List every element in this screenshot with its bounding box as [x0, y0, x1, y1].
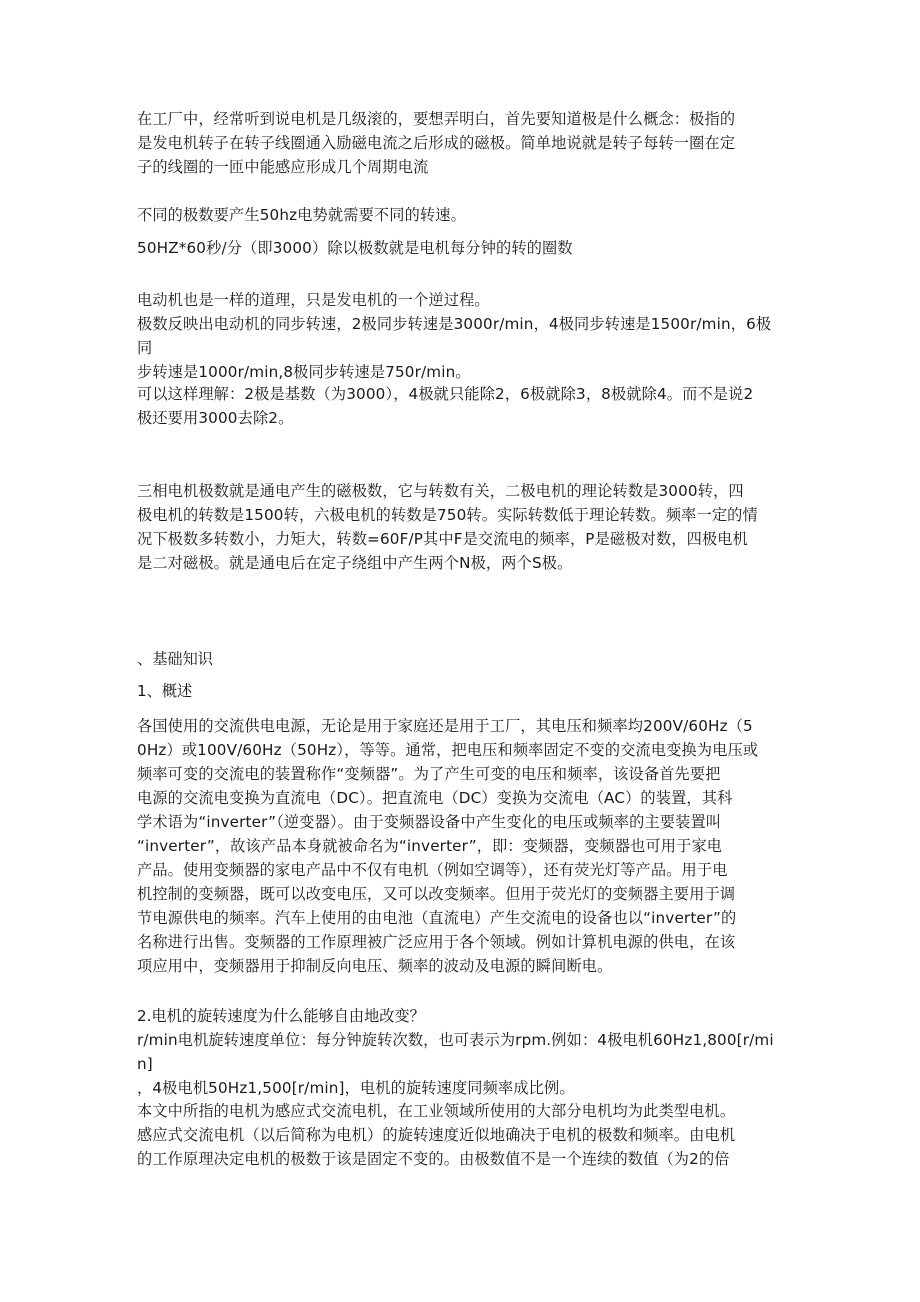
paragraph-pole-speed: 不同的极数要产生50hz电势就需要不同的转速。 [137, 206, 466, 224]
paragraph-induction-motor: 本文中所指的电机为感应式交流电机，在工业领域所使用的大部分电机均为此类型电机。 感应式交流电机（以后简称为电机）的旋转速度近似地确决于电机的极数和频率。由电机 的工作原理决定电机的极数于该是固定不变的。由极数值不是一个连续的数值（为2的倍 [137, 1102, 736, 1168]
paragraph-motor-sync-speed: 电动机也是一样的道理，只是发电机的一个逆过程。 极数反映出电动机的同步转速，2极同步转速是3000r/min，4极同步转速是1500r/min，6极同 步转速是1000r/min,8极同步转速是750r/min。 [137, 291, 772, 381]
paragraph-understanding: 可以这样理解：2极是基数（为3000），4极就只能除2，6极就除3，8极就除4。而不是说2 极还要用3000去除2。 [137, 385, 754, 427]
section-heading-rotation-speed: 2.电机的旋转速度为什么能够自由地改变？ [137, 1007, 425, 1025]
paragraph-rpm-units: r/min电机旋转速度单位：每分钟旋转次数，也可表示为rpm.例如：4极电机60Hz1,800[r/min] ，4极电机50Hz1,500[r/min]，电机的旋转速度同频率成比例。 [137, 1031, 774, 1097]
paragraph-pole-concept: 在工厂中，经常听到说电机是几级滚的，要想弄明白，首先要知道极是什么概念：极指的 是发电机转子在转子线圈通入励磁电流之后形成的磁极。简单地说就是转子每转一圈在定 子的线圈的一匝中能感应形成几个周期电流 [137, 110, 736, 176]
section-heading-overview: 1、概述 [137, 682, 193, 700]
section-heading-basics: 、基础知识 [137, 650, 213, 668]
paragraph-inverter-overview: 各国使用的交流供电电源，无论是用于家庭还是用于工厂，其电压和频率均200V/60Hz（5 0Hz）或100V/60Hz（50Hz），等等。通常，把电压和频率固定不变的交流电变换为电压或 频率可变的交流电的装置称作“变频器”。为了产生可变的电压和频率，该设备首先要把 电源的交流电变换为直流电（DC）。把直流电（DC）变换为交流电（AC）的装置，其科 学术语为“inverter”（逆变器）。由于变频器设备中产生变化的电压或频率的主要装置叫 “inverter”，故该产品本身就被命名为“inverter”，即：变频器，变频器也可用于家电 产品。使用变频器的家电产品中不仅有电机（例如空调等），还有荧光灯等产品。用于电 机控制的变频器，既可以改变电压，又可以改变频率。但用于荧光灯的变频器主要用于调 节电源供电的频率。汽车上使用的由电池（直流电）产生交流电的设备也以“inverter”的 名称进行出售。变频器的工作原理被广泛应用于各个领域。例如计算机电源的供电，在该 项应用中，变频器用于抑制反向电压、频率的波动及电源的瞬间断电。 [137, 717, 759, 975]
paragraph-speed-formula: 50HZ*60秒/分（即3000）除以极数就是电机每分钟的转的圈数 [137, 239, 573, 257]
paragraph-three-phase: 三相电机极数就是通电产生的磁极数，它与转数有关，二极电机的理论转数是3000转，四 极电机的转数是1500转，六极电机的转数是750转。实际转数低于理论转数。频率一定的情 况下极数多转数小，力矩大，转数=60F/P其中F是交流电的频率，P是磁极对数，四极电机 是二对磁极。就是通电后在定子绕组中产生两个N极，两个S极。 [137, 482, 758, 572]
